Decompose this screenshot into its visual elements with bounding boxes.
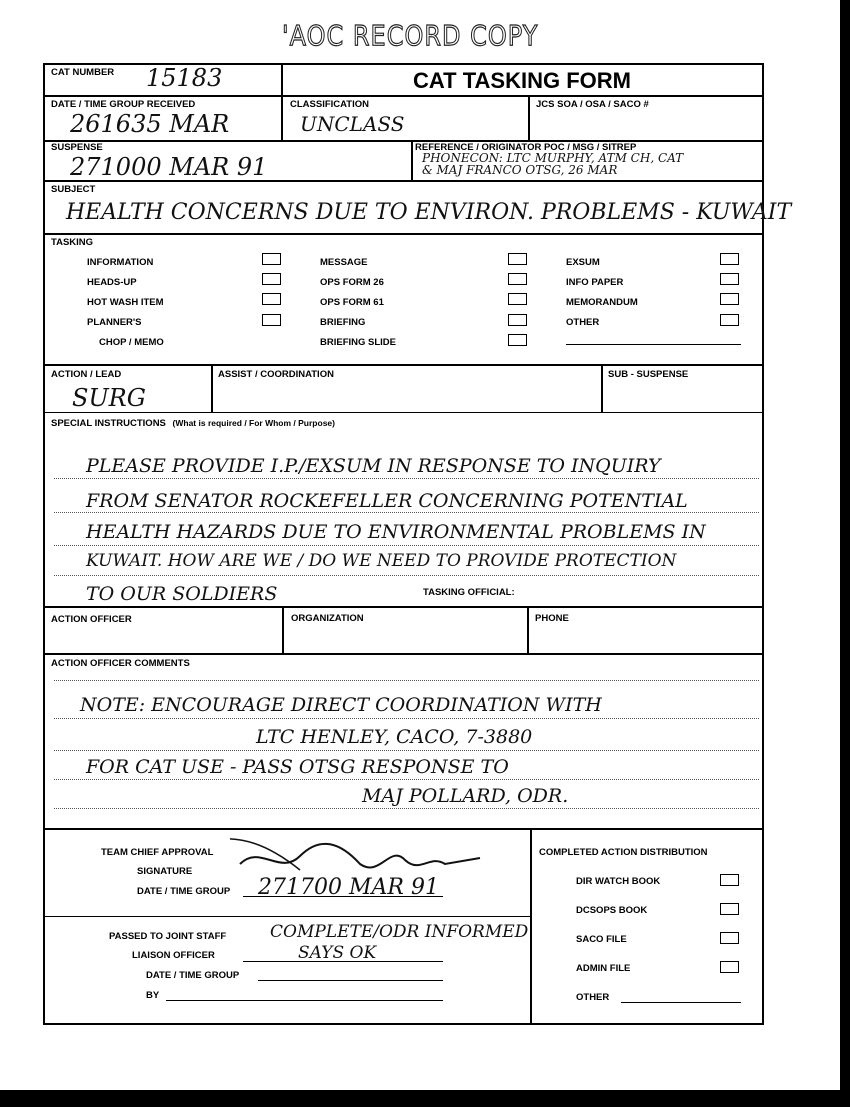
suspense-value: 271000 MAR 91 [70, 153, 268, 181]
by-line[interactable] [166, 1000, 443, 1001]
divider [530, 828, 532, 1024]
tasking-information: INFORMATION [87, 257, 154, 268]
divider [44, 364, 763, 366]
form-title: CAT TASKING FORM [413, 68, 631, 93]
tasking-planners: PLANNER'S [87, 317, 142, 328]
tasking-other: OTHER [566, 317, 600, 328]
assist-label: ASSIST / COORDINATION [218, 369, 334, 380]
checkbox-info-paper[interactable] [720, 273, 739, 285]
team-chief-label: TEAM CHIEF APPROVAL [101, 847, 214, 858]
divider [44, 916, 531, 917]
dtg-received-label: DATE / TIME GROUP RECEIVED [51, 99, 196, 110]
signature-label: SIGNATURE [137, 866, 193, 877]
writing-line [54, 545, 759, 546]
liaison-label: LIAISON OFFICER [132, 950, 215, 961]
comment-line-2: LTC HENLEY, CACO, 7-3880 [256, 726, 533, 748]
tasking-ops-form-26: OPS FORM 26 [320, 277, 384, 288]
reference-line-1: PHONECON: LTC MURPHY, ATM CH, CAT [422, 151, 684, 165]
action-lead-label: ACTION / LEAD [51, 369, 122, 380]
suspense-label: SUSPENSE [51, 142, 103, 153]
comment-line-4: MAJ POLLARD, ODR. [362, 785, 569, 807]
divider [44, 653, 763, 655]
writing-line [54, 750, 759, 751]
tasking-exsum: EXSUM [566, 257, 600, 268]
checkbox-ops-form-61[interactable] [508, 293, 527, 305]
checkbox-hot-wash-item[interactable] [262, 293, 281, 305]
checkbox-dcsops-book[interactable] [720, 903, 739, 915]
divider [44, 140, 763, 142]
checkbox-ops-form-26[interactable] [508, 273, 527, 285]
other-fill-line[interactable] [566, 344, 741, 345]
checkbox-other[interactable] [720, 314, 739, 326]
phone-label: PHONE [535, 613, 569, 624]
cat-number-label: CAT NUMBER [51, 67, 115, 78]
organization-label: ORGANIZATION [291, 613, 364, 624]
writing-line [54, 808, 759, 809]
divider [44, 95, 763, 97]
dtg2-label: DATE / TIME GROUP [146, 970, 240, 981]
record-copy-stamp: 'AOC RECORD COPY [282, 19, 539, 53]
classification-value: UNCLASS [300, 112, 405, 136]
dtg-received-value: 261635 MAR [70, 110, 230, 138]
approval-dtg-value: 271700 MAR 91 [258, 875, 439, 900]
divider [411, 140, 413, 181]
dist-other: OTHER [576, 992, 610, 1003]
special-line-1: PLEASE PROVIDE I.P./EXSUM IN RESPONSE TO INQUIRY [86, 455, 661, 477]
dist-dcsops-book: DCSOPS BOOK [576, 905, 648, 916]
passed-to-label: PASSED TO JOINT STAFF [109, 931, 227, 942]
checkbox-saco-file[interactable] [720, 932, 739, 944]
writing-line [54, 512, 759, 513]
scan-right-band [840, 0, 850, 1107]
action-lead-value: SURG [72, 384, 146, 412]
sub-suspense-label: SUB - SUSPENSE [608, 369, 689, 380]
tasking-official-label: TASKING OFFICIAL: [423, 587, 515, 598]
dist-admin-file: ADMIN FILE [576, 963, 631, 974]
dist-saco-file: SACO FILE [576, 934, 627, 945]
writing-line [54, 478, 759, 479]
checkbox-planners[interactable] [262, 314, 281, 326]
checkbox-message[interactable] [508, 253, 527, 265]
approval-dtg-label: DATE / TIME GROUP [137, 886, 231, 897]
checkbox-information[interactable] [262, 253, 281, 265]
special-instructions-hint: (What is required / For Whom / Purpose) [172, 418, 335, 428]
tasking-ops-form-61: OPS FORM 61 [320, 297, 384, 308]
checkbox-briefing-slide[interactable] [508, 334, 527, 346]
writing-line [54, 779, 759, 780]
checkbox-memorandum[interactable] [720, 293, 739, 305]
divider [601, 364, 603, 412]
divider [282, 606, 284, 653]
tasking-chop-memo: CHOP / MEMO [99, 337, 164, 348]
tasking-info-paper: INFO PAPER [566, 277, 624, 288]
writing-line [54, 680, 759, 681]
reference-line-2: & MAJ FRANCO OTSG, 26 MAR [422, 163, 618, 177]
dist-dir-watch-book: DIR WATCH BOOK [576, 876, 661, 887]
passed-to-value: COMPLETE/ODR INFORMED [270, 922, 529, 942]
dtg2-line[interactable] [258, 980, 443, 981]
action-officer-label: ACTION OFFICER [51, 614, 132, 625]
tasking-briefing-slide: BRIEFING SLIDE [320, 337, 397, 348]
divider [44, 606, 763, 608]
subject-label: SUBJECT [51, 184, 96, 195]
tasking-memorandum: MEMORANDUM [566, 297, 638, 308]
divider [211, 364, 213, 412]
divider [527, 606, 529, 653]
special-line-4: KUWAIT. HOW ARE WE / DO WE NEED TO PROVIDE PROTECTION [86, 551, 677, 571]
reference-label: REFERENCE / ORIGINATOR POC / MSG / SITREP [415, 142, 637, 153]
checkbox-dir-watch-book[interactable] [720, 874, 739, 886]
special-line-3: HEALTH HAZARDS DUE TO ENVIRONMENTAL PROBLEMS IN [86, 521, 706, 543]
classification-label: CLASSIFICATION [290, 99, 369, 110]
special-instructions-header [51, 418, 335, 429]
comment-line-1: NOTE: ENCOURAGE DIRECT COORDINATION WITH [80, 694, 602, 716]
tasking-label: TASKING [51, 237, 94, 248]
divider [528, 95, 530, 141]
jcs-label: JCS SOA / OSA / SACO # [536, 99, 649, 110]
divider [44, 233, 763, 235]
writing-line [54, 718, 759, 719]
special-line-2: FROM SENATOR ROCKEFELLER CONCERNING POTENTIAL [86, 490, 688, 512]
by-label: BY [146, 990, 160, 1001]
comment-line-3: FOR CAT USE - PASS OTSG RESPONSE TO [86, 756, 509, 778]
divider [44, 412, 763, 413]
completed-dist-label: COMPLETED ACTION DISTRIBUTION [539, 847, 708, 858]
tasking-heads-up: HEADS-UP [87, 277, 137, 288]
tasking-message: MESSAGE [320, 257, 368, 268]
subject-value: HEALTH CONCERNS DUE TO ENVIRON. PROBLEMS - KUWAIT [66, 200, 792, 225]
checkbox-heads-up[interactable] [262, 273, 281, 285]
tasking-hot-wash-item: HOT WASH ITEM [87, 297, 164, 308]
special-line-5: TO OUR SOLDIERS [86, 583, 278, 605]
scan-bottom-band [0, 1090, 850, 1107]
checkbox-briefing[interactable] [508, 314, 527, 326]
divider [44, 828, 763, 830]
writing-line [54, 575, 759, 576]
tasking-briefing: BRIEFING [320, 317, 366, 328]
checkbox-admin-file[interactable] [720, 961, 739, 973]
special-instructions-label: SPECIAL INSTRUCTIONS [51, 418, 166, 429]
cat-number-value: 15183 [146, 64, 223, 92]
dist-other-line[interactable] [621, 1002, 741, 1003]
ao-comments-label: ACTION OFFICER COMMENTS [51, 658, 190, 669]
checkbox-exsum[interactable] [720, 253, 739, 265]
liaison-value: SAYS OK [298, 943, 377, 963]
